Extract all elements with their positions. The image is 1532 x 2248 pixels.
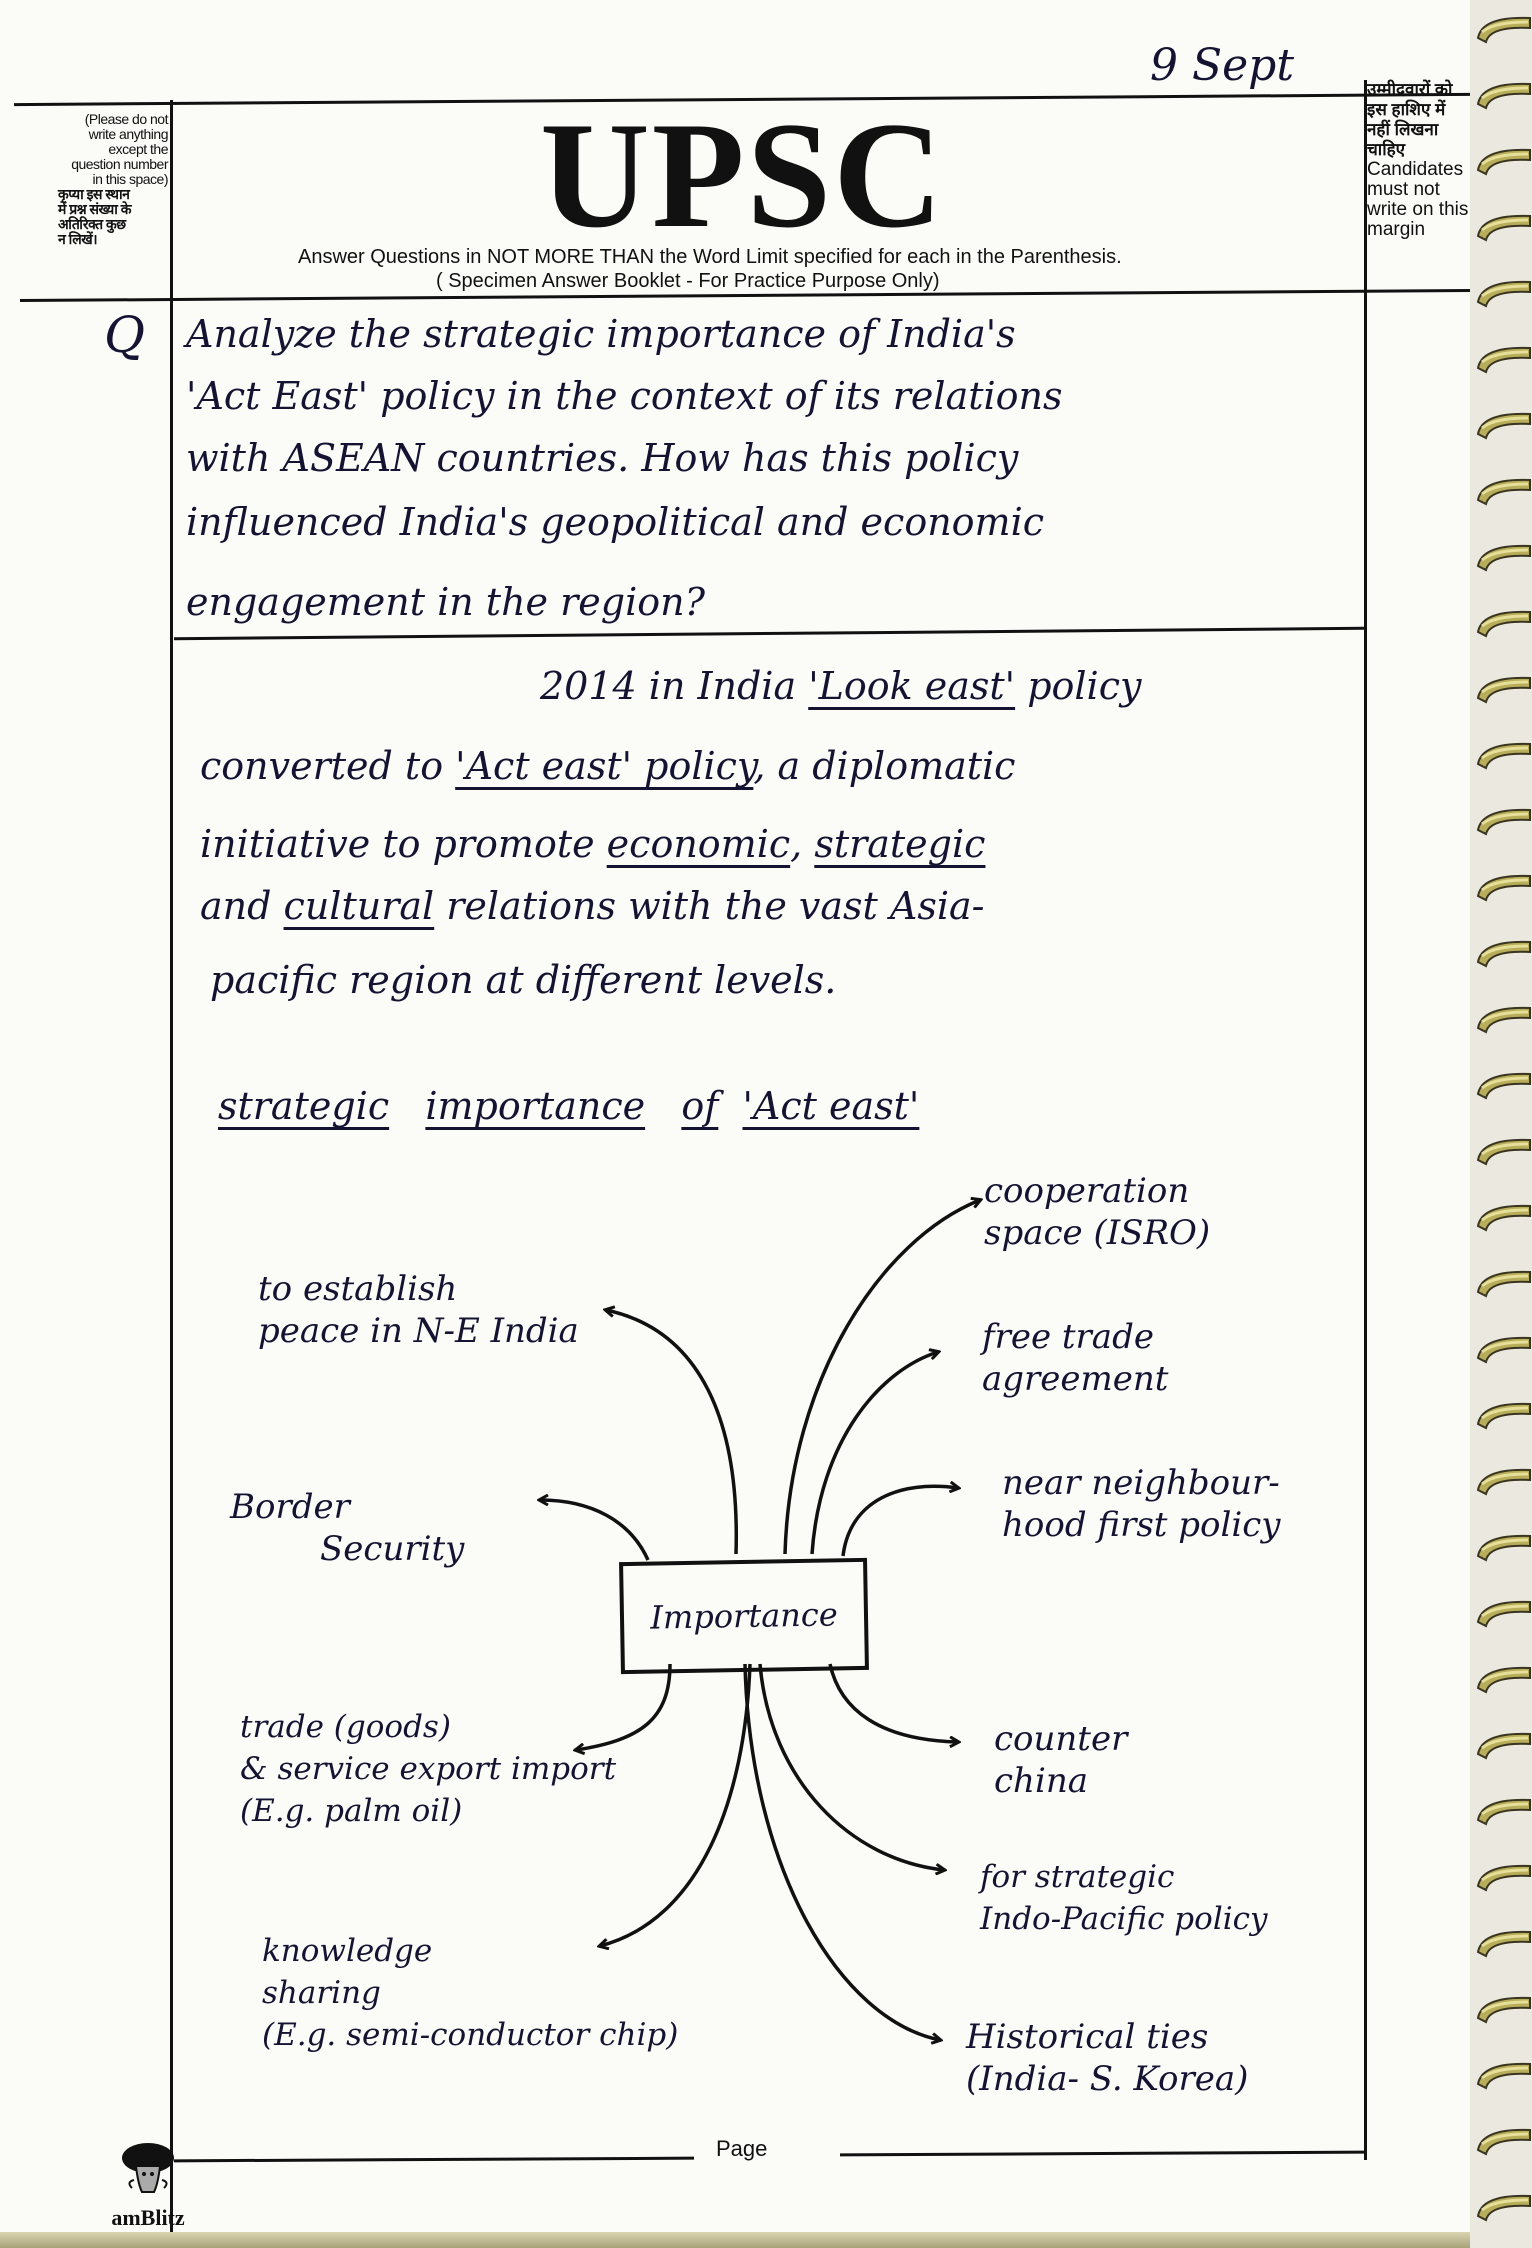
node-text: peace in N-E India <box>258 1311 579 1351</box>
note-line: चाहिए <box>1367 140 1406 159</box>
text: relations with the vast Asia- <box>434 884 985 928</box>
spiral-ring-icon <box>1472 1068 1532 1102</box>
spiral-ring-icon <box>1472 342 1532 376</box>
node-text: for strategic <box>980 1859 1175 1895</box>
arrow-knowledge <box>600 1664 750 1946</box>
underlined-text: 'Act east' policy <box>455 744 754 788</box>
mindmap-node <box>1002 1462 1281 1546</box>
note-line: उम्मीदवारों को <box>1367 80 1453 99</box>
note-line: (Please do not <box>84 111 168 127</box>
underlined-text: 'Look east' <box>808 664 1016 708</box>
date-note: 9 Sept <box>1150 40 1295 91</box>
spiral-ring-icon <box>1472 1794 1532 1828</box>
node-text: Historical ties <box>966 2017 1209 2057</box>
note-line: न लिखें। <box>58 231 98 247</box>
node-text: cooperation <box>984 1171 1190 1211</box>
spiral-ring-icon <box>1472 144 1532 178</box>
node-text: to establish <box>258 1269 458 1309</box>
note-line: except the <box>108 141 168 157</box>
logo-text: amBlitz <box>111 2205 185 2230</box>
note-line: write on this <box>1367 199 1469 220</box>
brand-title: UPSC <box>540 91 945 259</box>
node-text: space (ISRO) <box>984 1213 1211 1253</box>
spiral-ring-icon <box>1472 870 1532 904</box>
arrow-neighbourhood <box>843 1486 958 1556</box>
node-text: counter <box>994 1719 1128 1759</box>
arrow-historical-ties <box>745 1664 940 2040</box>
page-label: Page <box>708 2136 775 2162</box>
note-line: में प्रश्न संख्या के <box>58 201 132 217</box>
mindmap-center-node: Importance <box>619 1558 869 1674</box>
question-line: influenced India's geopolitical and economic <box>186 500 1045 544</box>
page-edge <box>0 2232 1470 2248</box>
arrow-cooperation-space <box>785 1200 980 1554</box>
spiral-ring-icon <box>1472 804 1532 838</box>
spiral-ring-icon <box>1472 2058 1532 2092</box>
booklet-subtitle: ( Specimen Answer Booklet - For Practice Purpose Only) <box>436 270 940 292</box>
mindmap-node <box>982 1316 1168 1400</box>
mindmap-node <box>980 1856 1268 1940</box>
spiral-ring-icon <box>1472 1728 1532 1762</box>
text: , a diplomatic <box>753 744 1016 788</box>
node-text: sharing <box>262 1975 381 2011</box>
note-line: must not <box>1367 179 1440 200</box>
text: converted to <box>200 744 456 788</box>
node-text: (India- S. Korea) <box>966 2059 1249 2099</box>
spiral-ring-icon <box>1472 672 1532 706</box>
node-text: Indo-Pacific policy <box>980 1901 1268 1937</box>
heading-word: importance <box>425 1084 646 1128</box>
text: and <box>200 884 284 928</box>
text: , <box>790 822 815 866</box>
question-line: Analyze the strategic importance of India's <box>186 312 1016 356</box>
spiral-ring-icon <box>1472 1530 1532 1564</box>
node-text: china <box>994 1761 1088 1801</box>
spiral-ring-icon <box>1472 1332 1532 1366</box>
note-line: इस हाशिए में <box>1367 100 1446 119</box>
spiral-ring-icon <box>1472 474 1532 508</box>
note-line: कृप्या इस स्थान <box>58 186 130 202</box>
instruction-text: Answer Questions in NOT MORE THAN the Word Limit specified for each in the Parenthesis. <box>298 246 1122 268</box>
node-text: (E.g. palm oil) <box>240 1793 463 1829</box>
arrow-border-security <box>540 1500 648 1560</box>
question-line: with ASEAN countries. How has this policy <box>186 436 1019 480</box>
underlined-text: strategic <box>814 822 986 866</box>
mindmap-node <box>984 1170 1210 1254</box>
spiral-ring-icon <box>1472 936 1532 970</box>
node-text: hood first policy <box>1002 1505 1281 1545</box>
node-text: near neighbour- <box>1002 1463 1280 1503</box>
question-label: Q <box>104 306 145 364</box>
note-line: नहीं लिखना <box>1367 120 1439 139</box>
arrow-peace-ne <box>606 1310 736 1554</box>
underlined-text: economic <box>606 822 791 866</box>
spiral-ring-icon <box>1472 1926 1532 1960</box>
heading-word: of <box>681 1084 719 1128</box>
question-line: 'Act East' policy in the context of its relations <box>186 374 1063 418</box>
arrow-counter-china <box>830 1664 958 1742</box>
spiral-ring-icon <box>1472 210 1532 244</box>
spiral-ring-icon <box>1472 1134 1532 1168</box>
node-text: (E.g. semi-conductor chip) <box>262 2017 679 2053</box>
mindmap-node <box>230 1486 464 1570</box>
note-line: question number <box>71 156 168 172</box>
mindmap-node <box>258 1268 579 1352</box>
spiral-ring-icon <box>1472 12 1532 46</box>
arrow-free-trade <box>812 1352 938 1554</box>
text: policy <box>1015 664 1142 708</box>
spiral-ring-icon <box>1472 78 1532 112</box>
spiral-ring-icon <box>1472 606 1532 640</box>
spiral-ring-icon <box>1472 408 1532 442</box>
node-text: trade (goods) <box>240 1709 451 1745</box>
spiral-ring-icon <box>1472 276 1532 310</box>
brand-logo <box>100 2140 196 2231</box>
heading-word: 'Act east' <box>742 1084 920 1128</box>
mindmap-node <box>240 1706 616 1832</box>
note-line: write anything <box>88 126 168 142</box>
spiral-ring-icon <box>1472 1002 1532 1036</box>
text: 2014 in India <box>540 664 809 708</box>
question-line: engagement in the region? <box>186 580 705 624</box>
spiral-ring-icon <box>1472 2190 1532 2224</box>
node-text: agreement <box>982 1359 1169 1399</box>
text: initiative to promote <box>200 822 607 866</box>
tree-logo-icon <box>118 2140 178 2200</box>
spiral-ring-icon <box>1472 540 1532 574</box>
node-text: Border <box>230 1487 350 1527</box>
node-text: Security <box>320 1529 465 1569</box>
node-text: knowledge <box>262 1933 433 1969</box>
spiral-ring-icon <box>1472 1596 1532 1630</box>
node-text: free trade <box>982 1317 1154 1357</box>
spiral-ring-icon <box>1472 1860 1532 1894</box>
spiral-ring-icon <box>1472 1200 1532 1234</box>
note-line: अतिरिक्त कुछ <box>58 216 126 232</box>
note-line: in this space) <box>92 171 168 187</box>
heading-word: strategic <box>218 1084 390 1128</box>
node-text: & service export import <box>240 1751 617 1787</box>
arrow-indo-pacific <box>760 1664 944 1870</box>
spiral-ring-icon <box>1472 1992 1532 2026</box>
mindmap-node <box>262 1930 678 2056</box>
spiral-ring-icon <box>1472 1398 1532 1432</box>
note-line: Candidates <box>1367 159 1464 180</box>
spiral-ring-icon <box>1472 1266 1532 1300</box>
spiral-ring-icon <box>1472 1662 1532 1696</box>
spiral-ring-icon <box>1472 2124 1532 2158</box>
mindmap-node <box>994 1718 1127 1802</box>
spiral-ring-icon <box>1472 738 1532 772</box>
mindmap-node <box>966 2016 1248 2100</box>
underlined-text: cultural <box>283 884 435 928</box>
answer-line: pacific region at different levels. <box>210 958 837 1002</box>
note-line: margin <box>1367 219 1426 240</box>
spiral-ring-icon <box>1472 1464 1532 1498</box>
